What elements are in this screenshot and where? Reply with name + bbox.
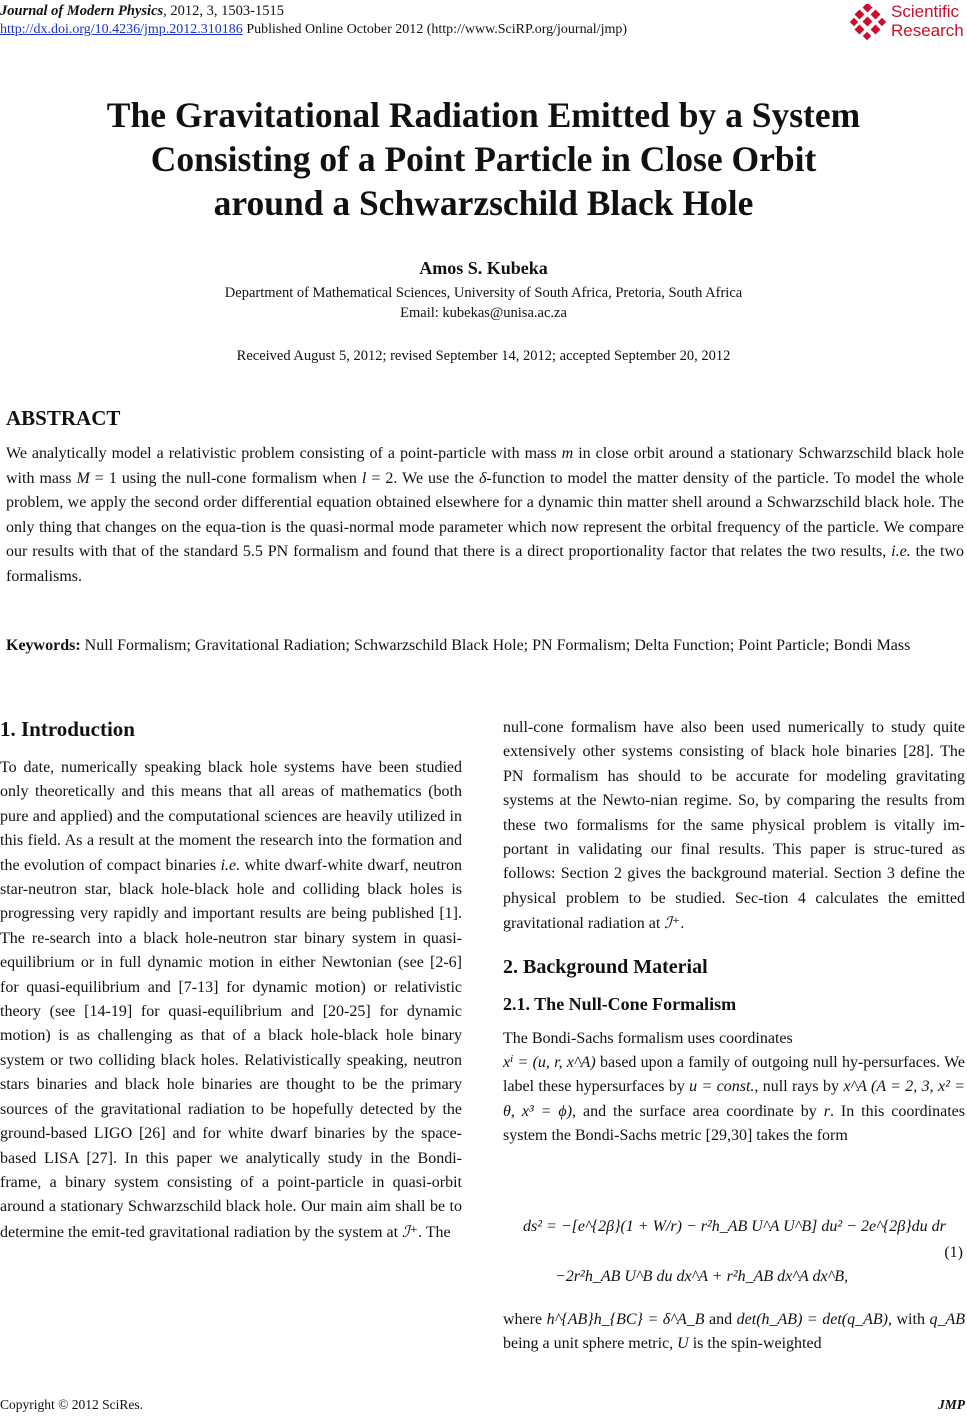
- intro-part: white dwarf-white dwarf, neutron star-neutron star, black hole-black hole and colliding black holes is progressing very rapidly and important results are being published [1]. The re-search into a black hole-neutron star binary system in quasi-equilibrium or in full dynamic motion in either Newtonian (see [2-6] for quasi-equilibrium and [7-13] for dynamic motion) or relativistic theory (see [14-19] for quasi-equilibrium and [20-25] for dynamic motion) is as challenging as that of a black hole-black hole binary system or two colliding black holes. Relativistically speaking, neutron stars binaries and black hole binaries are thought to be the primary sources of the gravitational radiation to be hopefully detected by the ground-based LIGO [26] and for white dwarf binaries by the space-based LISA [27]. In this paper we analytically study in the Bondi-frame, a binary system consisting of a point-particle in quasi-orbit around a stationary Schwarzschild black hole. Our main aim shall be to determine the emit-ted gravitational radiation by the system at: [0, 856, 463, 1241]
- author-name: Amos S. Kubeka: [419, 258, 548, 278]
- h-identity-expr: h^{AB}h_{BC} = δ^A_B: [546, 1311, 705, 1328]
- abstract-ie: i.e.: [891, 543, 911, 561]
- doi-line: [0, 21, 627, 39]
- copyright-footer: Copyright © 2012 SciRes.: [0, 1397, 144, 1412]
- u-const-expr: u = const.: [689, 1078, 755, 1096]
- abstract-var-m: m: [561, 445, 574, 462]
- abstract-part: -function to model the matter density of the particle. To model the whole problem, we apply the second order differential equation obtained elsewhere for a dynamic thin matter shell around a Schwarzschild black hole. The only thing that changes on the equa-tion is the quasi-normal mode parameter which now represent the orbital frequency of the particle. We compare our results with that of the standard 5.5 PN formalism and found that there is a direct proportionality factor that relates the two results,: [6, 469, 964, 561]
- right-part: based upon a family of outgoing null hy-persurfaces. We label these hypersurfaces by: [503, 1054, 965, 1096]
- publisher-logo: [850, 2, 967, 42]
- equation-1: [515, 1210, 967, 1300]
- right-part: The Bondi-Sachs formalism uses coordinates: [503, 1029, 793, 1047]
- journal-name: Journal of Modern Physics: [0, 3, 164, 19]
- right-part: is the spin-weighted: [688, 1335, 822, 1353]
- abstract-text: [6, 442, 964, 590]
- journal-details: , 2012, 3, 1503-1515: [163, 3, 284, 19]
- journal-abbreviation: JMP: [938, 1397, 965, 1412]
- intro-part: To date, numerically speaking black hole systems have been studied only theoretically and this means that all areas of mathematics (both pure and applied) and the computational sciences are heavily utilized in this field. As a result at the moment the research into the formation and the evolution of compact binaries: [0, 759, 462, 874]
- null-rays-expr: x^A (A = 2, 3, x² = θ, x³ = ϕ): [503, 1078, 966, 1120]
- bondi-sachs-paragraph: [503, 1027, 965, 1149]
- title-line-2: Consisting of a Point Particle in Close Orbit: [150, 139, 817, 179]
- scri-plus-symbol: ℐ⁺: [664, 913, 681, 933]
- right-part: , null rays by: [754, 1078, 844, 1096]
- journal-citation: [0, 2, 284, 20]
- section-heading-introduction: 1. Introduction: [0, 717, 135, 741]
- affiliation: Department of Mathematical Sciences, University of South Africa, Pretoria, South Africa: [224, 285, 743, 301]
- published-text: Published Online October 2012 (http://www.SciRP.org/journal/jmp): [242, 22, 628, 37]
- intro-part: . The: [418, 1223, 451, 1241]
- doi-link[interactable]: http://dx.doi.org/10.4236/jmp.2012.310186: [0, 22, 243, 37]
- received-dates: Received August 5, 2012; revised September 14, 2012; accepted September 20, 2012: [236, 348, 731, 364]
- author-email: Email: kubekas@unisa.ac.za: [400, 305, 567, 321]
- det-expr: det(h_AB) = det(q_AB): [736, 1311, 888, 1328]
- equation-number: (1): [944, 1244, 963, 1261]
- right-part: .: [680, 915, 685, 933]
- logo-line-1: Scientific: [891, 2, 960, 21]
- abstract-part: the two formalisms.: [6, 543, 965, 585]
- keywords-text: Null Formalism; Gravitational Radiation; Schwarzschild Black Hole; PN Formalism; Delta Function; Point Particle; Bondi Mass: [80, 637, 911, 654]
- intro-ie: i.e.: [220, 856, 241, 874]
- scientific-research-logo-icon: [850, 4, 886, 40]
- abstract-var-l: l: [361, 469, 367, 487]
- paper-title: [20, 93, 947, 225]
- right-part: , with: [887, 1311, 930, 1328]
- section-heading-background: 2. Background Material: [503, 955, 708, 978]
- right-part: where: [503, 1311, 547, 1328]
- title-line-1: The Gravitational Radiation Emitted by a System: [106, 95, 861, 135]
- logo-text: [891, 2, 964, 40]
- right-part: , and the surface area coordinate by: [572, 1102, 824, 1120]
- title-line-3: around a Schwarzschild Black Hole: [213, 183, 754, 223]
- keywords: [6, 634, 964, 659]
- right-part: . In this coordinates system the Bondi-Sachs metric [29,30] takes the form: [503, 1102, 965, 1145]
- abstract-heading: ABSTRACT: [6, 406, 121, 430]
- right-column: [503, 716, 965, 1149]
- abstract-var-M: M: [76, 469, 90, 487]
- equation-1-line-1: ds² = −[e^{2β}(1 + W/r) − r²h_AB U^A U^B] du² − 2e^{2β}du dr: [523, 1218, 946, 1235]
- keywords-label: Keywords:: [6, 637, 81, 654]
- abstract-part: in close orbit around a stationary Schwarzschild black hole with mass: [6, 445, 965, 487]
- right-part: and: [704, 1311, 737, 1328]
- var-r: r: [823, 1102, 830, 1120]
- abstract-part: = 2. We use the: [366, 469, 479, 487]
- equation-1-line-2: −2r²h_AB U^B du dx^A + r²h_AB dx^A dx^B,: [555, 1268, 849, 1285]
- right-part: null-cone formalism have also been used numerically to study quite extensively other systems consisting of black hole binaries [28]. The PN formalism has should to be accurate for modeling gravitating systems at the Newto-nian regime. So, by comparing the results from these two formalisms for the same physical problem is vitally im-portant in validating our final results. This paper is struc-tured as follows: Section 2 gives the background material. Section 3 define the physical problem to be studied. Sec-tion 4 calculates the emitted gravitational radiation at: [503, 719, 965, 933]
- where-paragraph: [503, 1308, 965, 1357]
- scri-plus-symbol: ℐ⁺: [402, 1221, 419, 1241]
- abstract-part: We analytically model a relativistic problem consisting of a point-particle with mass: [6, 445, 562, 462]
- q-ab-expr: q_AB: [929, 1311, 966, 1328]
- logo-line-2: Research: [891, 21, 964, 40]
- var-U: U: [677, 1335, 689, 1353]
- right-part: being a unit sphere metric,: [503, 1335, 678, 1353]
- abstract-var-delta: δ: [478, 469, 487, 487]
- abstract-part: = 1 using the null-cone formalism when: [89, 469, 362, 487]
- coordinates-expr: xⁱ = (u, r, x^A): [503, 1054, 596, 1072]
- subsection-heading-null-cone: 2.1. The Null-Cone Formalism: [503, 993, 737, 1014]
- intro-continued: [503, 716, 965, 937]
- introduction-text: [0, 756, 462, 1245]
